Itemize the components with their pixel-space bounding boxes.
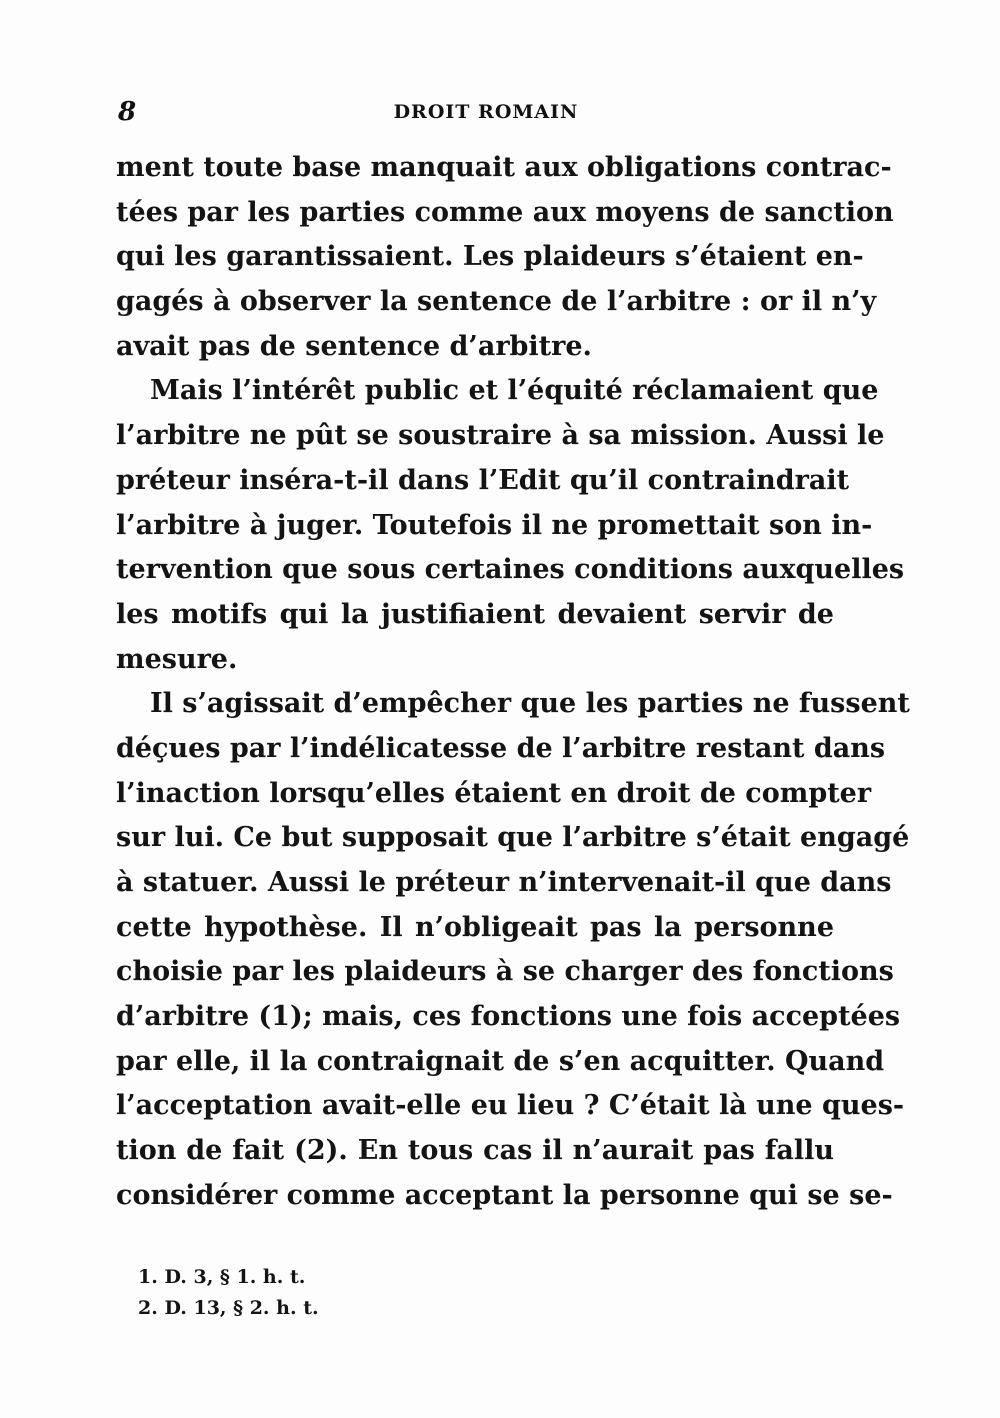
- paragraph-first-line: Il s’agissait d’empêcher que les parties ne fussent: [150, 688, 910, 720]
- text-line: l’arbitre à juger. Toutefois il ne promettait son in-: [116, 509, 873, 541]
- text-line: mesure.: [116, 643, 238, 675]
- text-line: d’arbitre (1); mais, ces fonctions une fois acceptées: [116, 1001, 901, 1033]
- footnote-2: 2. D. 13, § 2. h. t.: [138, 1297, 319, 1319]
- page-header: [118, 94, 834, 130]
- text-line: l’acceptation avait-elle eu lieu ? C’était là une ques-: [116, 1090, 905, 1122]
- text-line: tervention que sous certaines conditions auxquelles: [116, 554, 905, 586]
- text-line: qui les garantissaient. Les plaideurs s’étaient en-: [116, 241, 864, 273]
- text-line: l’inaction lorsqu’elles étaient en droit de compter: [116, 777, 872, 809]
- text-line: déçues par l’indélicatesse de l’arbitre restant dans: [116, 732, 886, 764]
- paragraph-first-line: Mais l’intérêt public et l’équité réclamaient que: [150, 375, 879, 407]
- footnote-1: 1. D. 3, § 1. h. t.: [138, 1266, 306, 1288]
- page-number: 8: [118, 97, 137, 127]
- footnotes: [138, 1262, 638, 1324]
- text-line: à statuer. Aussi le préteur n’intervenait-il que dans: [116, 867, 892, 898]
- text-line: sur lui. Ce but supposait que l’arbitre s’était engagé: [116, 822, 910, 854]
- text-line: tion de fait (2). En tous cas il n’aurait pas fallu: [116, 1135, 834, 1167]
- text-line: ment toute base manquait aux obligations contrac-: [116, 152, 892, 183]
- text-line: l’arbitre ne pût se soustraire à sa mission. Aussi le: [116, 420, 885, 452]
- text-line: cette hypothèse. Il n’obligeait pas la personne: [116, 911, 834, 943]
- running-title: DROIT ROMAIN: [393, 101, 579, 123]
- body-text: [116, 146, 910, 1219]
- text-line: choisie par les plaideurs à se charger des fonctions: [116, 956, 894, 988]
- text-line: par elle, il la contraignait de s’en acquitter. Quand: [116, 1045, 885, 1077]
- text-line: avait pas de sentence d’arbitre.: [116, 330, 592, 362]
- text-line: tées par les parties comme aux moyens de sanction: [116, 196, 894, 228]
- text-line: gagés à observer la sentence de l’arbitre : or il n’y: [116, 286, 877, 318]
- text-line: les motifs qui la justifiaient devaient servir de: [116, 598, 834, 630]
- text-line: considérer comme acceptant la personne qui se se-: [116, 1179, 893, 1211]
- text-line: préteur inséra-t-il dans l’Edit qu’il contraindrait: [116, 464, 850, 496]
